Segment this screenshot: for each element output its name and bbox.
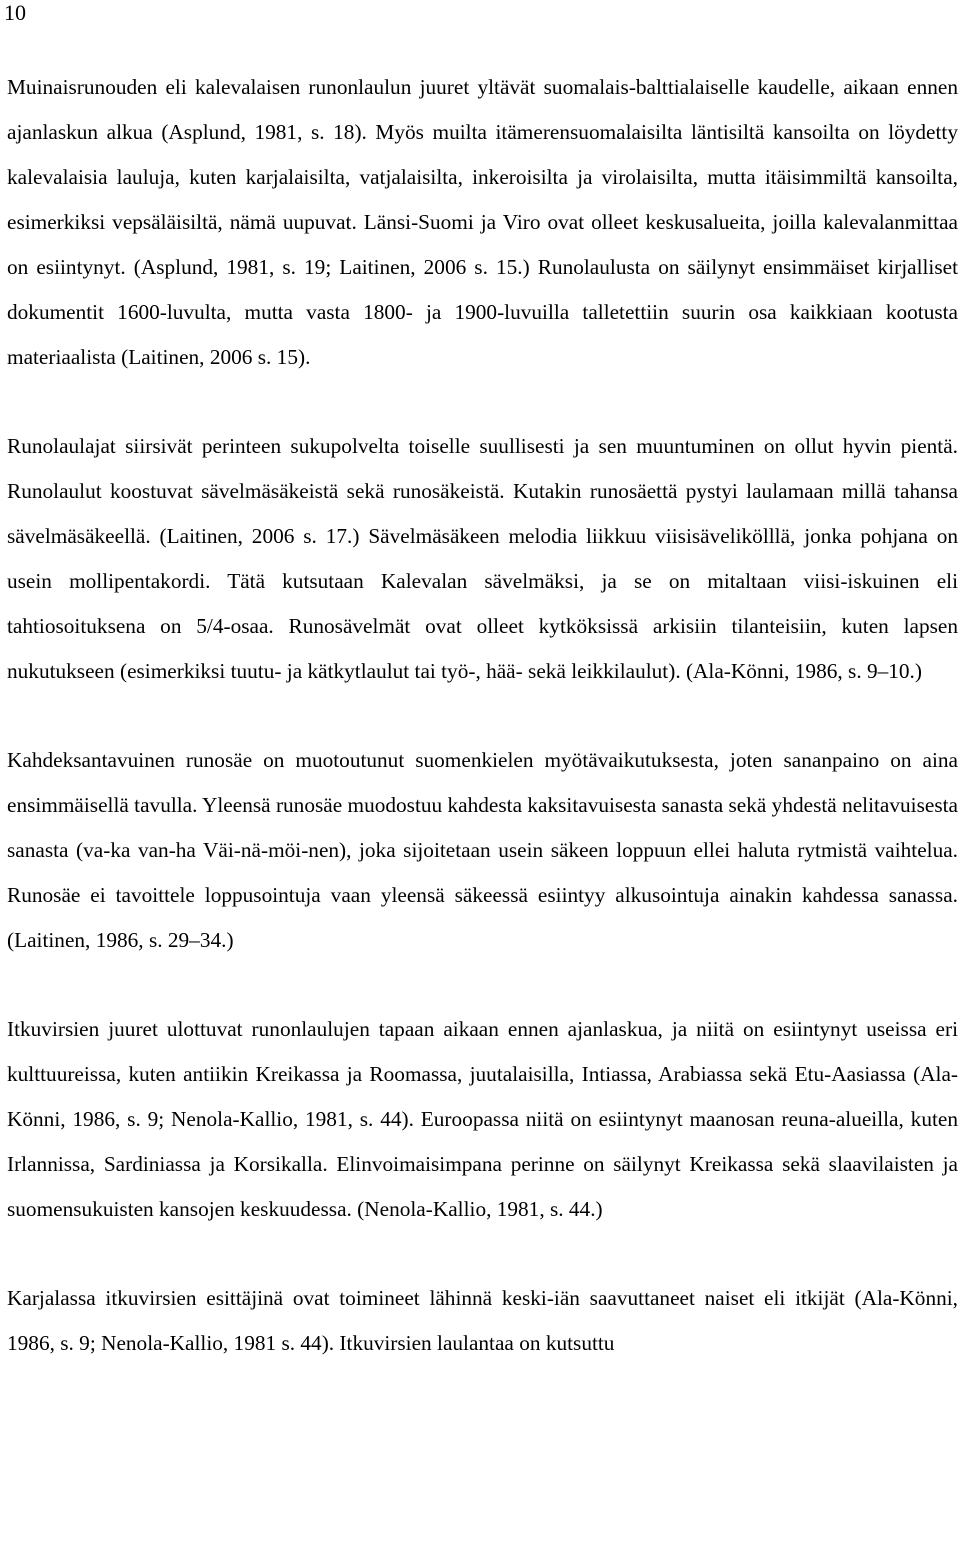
page-number: 10 xyxy=(4,0,26,25)
paragraph-4: Itkuvirsien juuret ulottuvat runonlaulujen tapaan aikaan ennen ajanlaskua, ja niitä on esiintynyt useissa eri kulttuureissa, kuten antiikin Kreikassa ja Roomassa, juutalaisilla, Intiassa, Arabiassa sekä Etu-Aasiassa (Ala-Könni, 1986, s. 9; Nenola-Kallio, 1981, s. 44). Euroopassa niitä on esiintynyt maanosan reuna-alueilla, kuten Irlannissa, Sardiniassa ja Korsikalla. Elinvoimaisimpana perinne on säilynyt Kreikassa sekä slaavilaisten ja suomensukuisten kansojen keskuudessa. (Nenola-Kallio, 1981, s. 44.) xyxy=(7,1017,958,1221)
paragraph-2: Runolaulajat siirsivät perinteen sukupolvelta toiselle suullisesti ja sen muuntuminen on ollut hyvin pientä. Runolaulut koostuvat sävelmäsäkeistä sekä runosäkeistä. Kutakin runosäettä pystyi laulamaan millä tahansa sävelmäsäkeellä. (Laitinen, 2006 s. 17.) Sävelmäsäkeen melodia liikkuu viisisävelikölllä, jonka pohjana on usein mollipentakordi. Tätä kutsutaan Kalevalan sävelmäksi, ja se on mitaltaan viisi-iskuinen eli tahtiosoituksena on 5/4-osaa. Runosävelmät ovat olleet kytköksissä arkisiin tilanteisiin, kuten lapsen nukutukseen (esimerkiksi tuutu- ja kätkytlaulut tai työ-, hää- sekä leikkilaulut). (Ala-Könni, 1986, s. 9–10.) xyxy=(7,434,958,683)
paragraph-1: Muinaisrunouden eli kalevalaisen runonlaulun juuret yltävät suomalais-balttialaiselle kaudelle, aikaan ennen ajanlaskun alkua (Asplund, 1981, s. 18). Myös muilta itämerensuomalaisilta läntisiltä kansoilta on löydetty kalevalaisia lauluja, kuten karjalaisilta, vatjalaisilta, inkeroisilta ja virolaisilta, mutta itäisimmiltä kansoilta, esimerkiksi vepsäläisiltä, nämä uupuvat. Länsi-Suomi ja Viro ovat olleet keskusalueita, joilla kalevalanmittaa on esiintynyt. (Asplund, 1981, s. 19; Laitinen, 2006 s. 15.) Runolaulusta on säilynyt ensimmäiset kirjalliset dokumentit 1600-luvulta, mutta vasta 1800- ja 1900-luvuilla talletettiin suurin osa kaikkiaan kootusta materiaalista (Laitinen, 2006 s. 15). xyxy=(7,75,958,369)
paragraph-5: Karjalassa itkuvirsien esittäjinä ovat toimineet lähinnä keski-iän saavuttaneet naiset eli itkijät (Ala-Könni, 1986, s. 9; Nenola-Kallio, 1981 s. 44). Itkuvirsien laulantaa on kutsuttu xyxy=(7,1286,958,1355)
paragraph-3: Kahdeksantavuinen runosäe on muotoutunut suomenkielen myötävaikutuksesta, joten sananpaino on aina ensimmäisellä tavulla. Yleensä runosäe muodostuu kahdesta kaksitavuisesta sanasta sekä yhdestä nelitavuisesta sanasta (va-ka van-ha Väi-nä-möi-nen), joka sijoitetaan usein säkeen loppuun ellei haluta rytmistä vaihtelua. Runosäe ei tavoittele loppusointuja vaan yleensä säkeessä esiintyy alkusointuja ainakin kahdessa sanassa. (Laitinen, 1986, s. 29–34.) xyxy=(7,748,958,952)
document-body xyxy=(7,65,958,1366)
